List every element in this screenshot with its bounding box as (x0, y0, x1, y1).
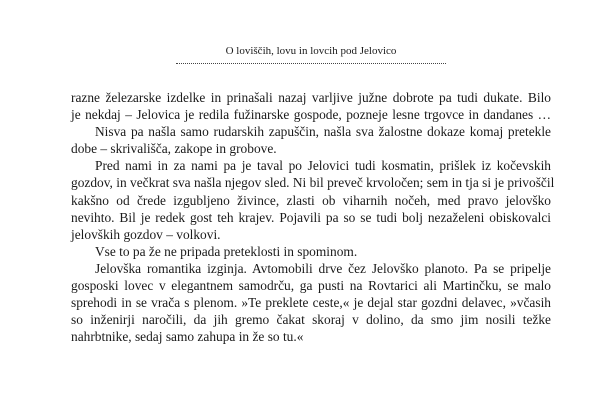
text-line: Vse to pa že ne pripada preteklosti in spominom. (95, 243, 358, 259)
text-line: nahrbtnike, sedaj samo zahupa in že so tu.« (71, 329, 304, 345)
text-line: so inženirji naročili, da jih gremo čakat skoraj v dolino, da smo jim nosili težke (71, 312, 551, 328)
running-header: O loviščih, lovu in lovcih pod Jelovico (225, 45, 397, 57)
text-line: gozdov, in večkrat sva našla njegov sled. Ni bil preveč krvoločen; sem in tja si je privoščil (71, 175, 555, 191)
text-line: gosposki lovec v elegantnem samodrču, ga pusti na Rovtarici ali Martinčku, se malo (71, 278, 551, 294)
header-dotted-rule (176, 63, 446, 64)
text-line: razne železarske izdelke in prinašali nazaj varljive južne dobrote pa tudi dukate. Bilo (71, 90, 551, 105)
body-text (71, 89, 555, 345)
text-line: nevihto. Bil je redek gost teh krajev. Pojavili pa so se tudi bolj nezaželeni obiskovalci (71, 209, 551, 225)
text-line: dobe – skrivališča, zakope in grobove. (71, 141, 277, 157)
text-line: Nisva pa našla samo rudarskih zapuščin, našla sva žalostne dokaze komaj pretekle (95, 124, 551, 140)
text-line: jelovških gozdov – volkovi. (71, 226, 221, 242)
text-line: sprehodi in se vrača s plenom. »Te preklete ceste,« je dejal star gozdni delavec, »včasih (71, 295, 551, 311)
text-line: Pred nami in za nami pa je taval po Jelovici tudi kosmatin, prišlek iz kočevskih (95, 158, 551, 174)
text-line: Jelovška romantika izginja. Avtomobili drve čez Jelovško planoto. Pa se pripelje (95, 260, 551, 276)
text-line: kakšno od črede izgubljeno živince, zlasti ob viharnih nočeh, med pravo jelovško (71, 192, 551, 208)
text-line: je nekdaj – Jelovica je redila fužinarske gospode, pozneje lesne trgovce in dandanes … (71, 107, 551, 123)
